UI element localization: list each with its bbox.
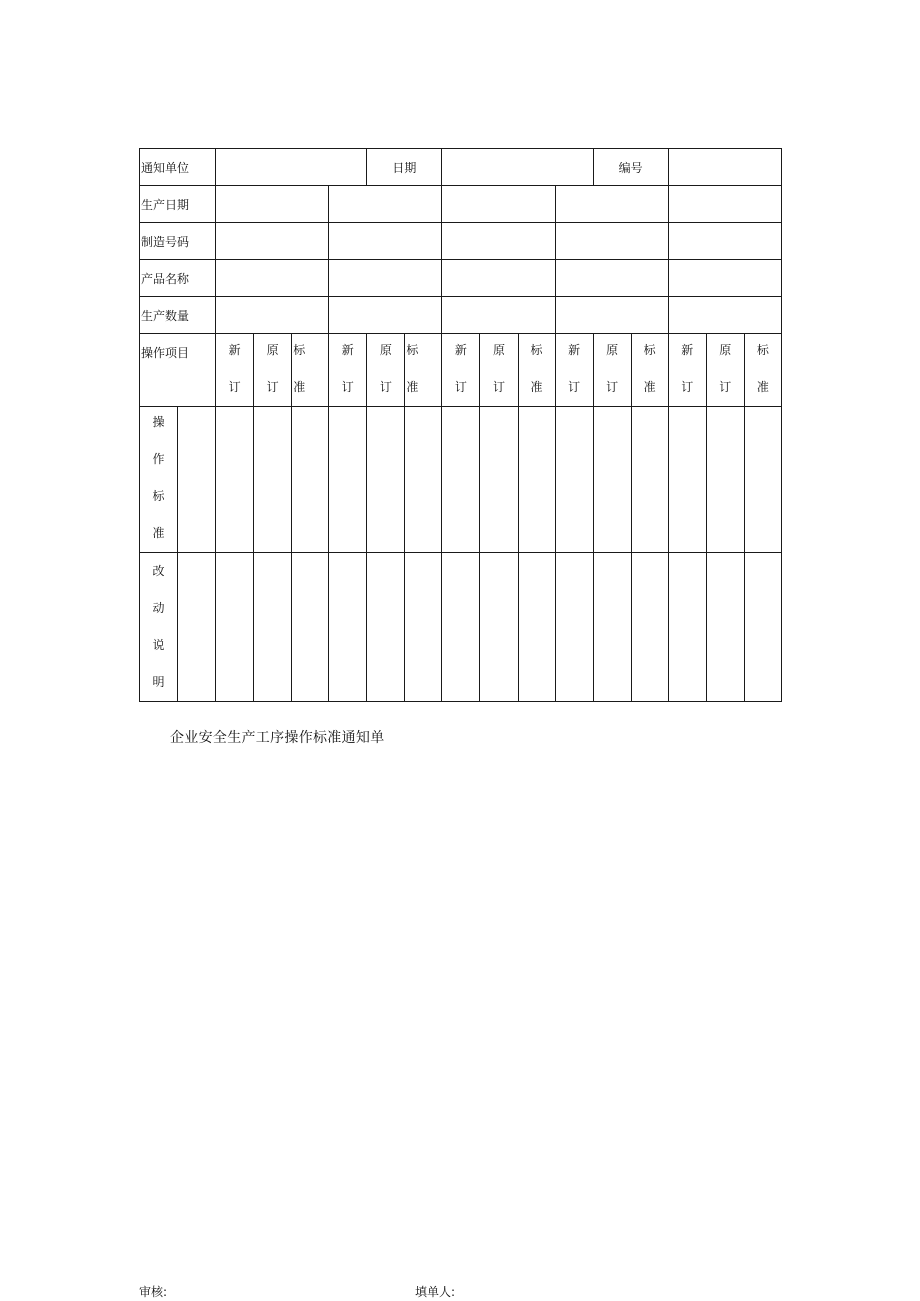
- notify-unit-field[interactable]: [216, 149, 367, 186]
- standard-cell[interactable]: [518, 407, 555, 553]
- standard-header: 标 准: [292, 334, 329, 407]
- manufacture-number-field-3[interactable]: [442, 223, 555, 260]
- production-quantity-field-3[interactable]: [442, 297, 555, 334]
- production-quantity-field-2[interactable]: [329, 297, 442, 334]
- standard-cell[interactable]: [254, 407, 292, 553]
- manufacture-number-field-4[interactable]: [555, 223, 668, 260]
- production-quantity-field-5[interactable]: [668, 297, 781, 334]
- change-cell[interactable]: [668, 553, 706, 702]
- production-date-field-2[interactable]: [329, 186, 442, 223]
- manufacture-number-field-1[interactable]: [216, 223, 329, 260]
- info-row: [140, 223, 782, 260]
- new-rev-header: 新 订: [216, 334, 254, 407]
- original-header: 原 订: [706, 334, 744, 407]
- change-cell[interactable]: [480, 553, 518, 702]
- change-cell[interactable]: [216, 553, 254, 702]
- change-cell[interactable]: [442, 553, 480, 702]
- product-name-field-5[interactable]: [668, 260, 781, 297]
- change-cell[interactable]: [706, 553, 744, 702]
- operation-header-row: [140, 334, 782, 407]
- date-label: 日期: [367, 149, 442, 186]
- operation-standard-row: [140, 407, 782, 553]
- notification-form-table: [139, 148, 782, 702]
- change-cell[interactable]: [329, 553, 367, 702]
- reviewer-label: 审核:: [139, 1285, 168, 1299]
- notify-unit-label: 通知单位: [140, 149, 216, 186]
- change-cell[interactable]: [631, 553, 668, 702]
- product-name-field-2[interactable]: [329, 260, 442, 297]
- product-name-field-1[interactable]: [216, 260, 329, 297]
- change-cell[interactable]: [178, 553, 216, 702]
- number-label: 编号: [593, 149, 668, 186]
- standard-cell[interactable]: [216, 407, 254, 553]
- new-rev-header: 新 订: [668, 334, 706, 407]
- date-field[interactable]: [442, 149, 593, 186]
- operation-standard-label: 操 作 标 准: [140, 407, 178, 553]
- change-cell[interactable]: [518, 553, 555, 702]
- production-quantity-label: 生产数量: [140, 297, 216, 334]
- change-cell[interactable]: [593, 553, 631, 702]
- manufacture-number-field-5[interactable]: [668, 223, 781, 260]
- original-header: 原 订: [254, 334, 292, 407]
- standard-header: 标 准: [518, 334, 555, 407]
- standard-cell[interactable]: [405, 407, 442, 553]
- header-row: [140, 149, 782, 186]
- new-rev-header: 新 订: [329, 334, 367, 407]
- standard-cell[interactable]: [706, 407, 744, 553]
- operation-item-label: 操作项目: [140, 334, 216, 407]
- product-name-field-4[interactable]: [555, 260, 668, 297]
- manufacture-number-field-2[interactable]: [329, 223, 442, 260]
- manufacture-number-label: 制造号码: [140, 223, 216, 260]
- standard-cell[interactable]: [329, 407, 367, 553]
- info-row: [140, 297, 782, 334]
- new-rev-header: 新 订: [442, 334, 480, 407]
- production-date-label: 生产日期: [140, 186, 216, 223]
- standard-cell[interactable]: [480, 407, 518, 553]
- change-cell[interactable]: [744, 553, 781, 702]
- product-name-field-3[interactable]: [442, 260, 555, 297]
- production-quantity-field-1[interactable]: [216, 297, 329, 334]
- production-date-field-5[interactable]: [668, 186, 781, 223]
- original-header: 原 订: [367, 334, 405, 407]
- change-description-row: [140, 553, 782, 702]
- change-cell[interactable]: [292, 553, 329, 702]
- standard-cell[interactable]: [593, 407, 631, 553]
- number-field[interactable]: [668, 149, 781, 186]
- new-rev-header: 新 订: [555, 334, 593, 407]
- standard-header: 标 准: [405, 334, 442, 407]
- document-title: 企业安全生产工序操作标准通知单: [170, 730, 385, 746]
- standard-cell[interactable]: [442, 407, 480, 553]
- change-cell[interactable]: [555, 553, 593, 702]
- info-row: [140, 186, 782, 223]
- standard-cell[interactable]: [631, 407, 668, 553]
- production-date-field-3[interactable]: [442, 186, 555, 223]
- change-cell[interactable]: [405, 553, 442, 702]
- standard-cell[interactable]: [367, 407, 405, 553]
- standard-cell[interactable]: [292, 407, 329, 553]
- info-row: [140, 260, 782, 297]
- standard-cell[interactable]: [668, 407, 706, 553]
- original-header: 原 订: [593, 334, 631, 407]
- change-cell[interactable]: [254, 553, 292, 702]
- standard-header: 标 准: [744, 334, 781, 407]
- original-header: 原 订: [480, 334, 518, 407]
- standard-header: 标 准: [631, 334, 668, 407]
- production-date-field-4[interactable]: [555, 186, 668, 223]
- product-name-label: 产品名称: [140, 260, 216, 297]
- standard-cell[interactable]: [555, 407, 593, 553]
- change-description-label: 改 动 说 明: [140, 553, 178, 702]
- production-quantity-field-4[interactable]: [555, 297, 668, 334]
- filler-label: 填单人:: [415, 1285, 456, 1299]
- change-cell[interactable]: [367, 553, 405, 702]
- production-date-field-1[interactable]: [216, 186, 329, 223]
- standard-cell[interactable]: [178, 407, 216, 553]
- standard-cell[interactable]: [744, 407, 781, 553]
